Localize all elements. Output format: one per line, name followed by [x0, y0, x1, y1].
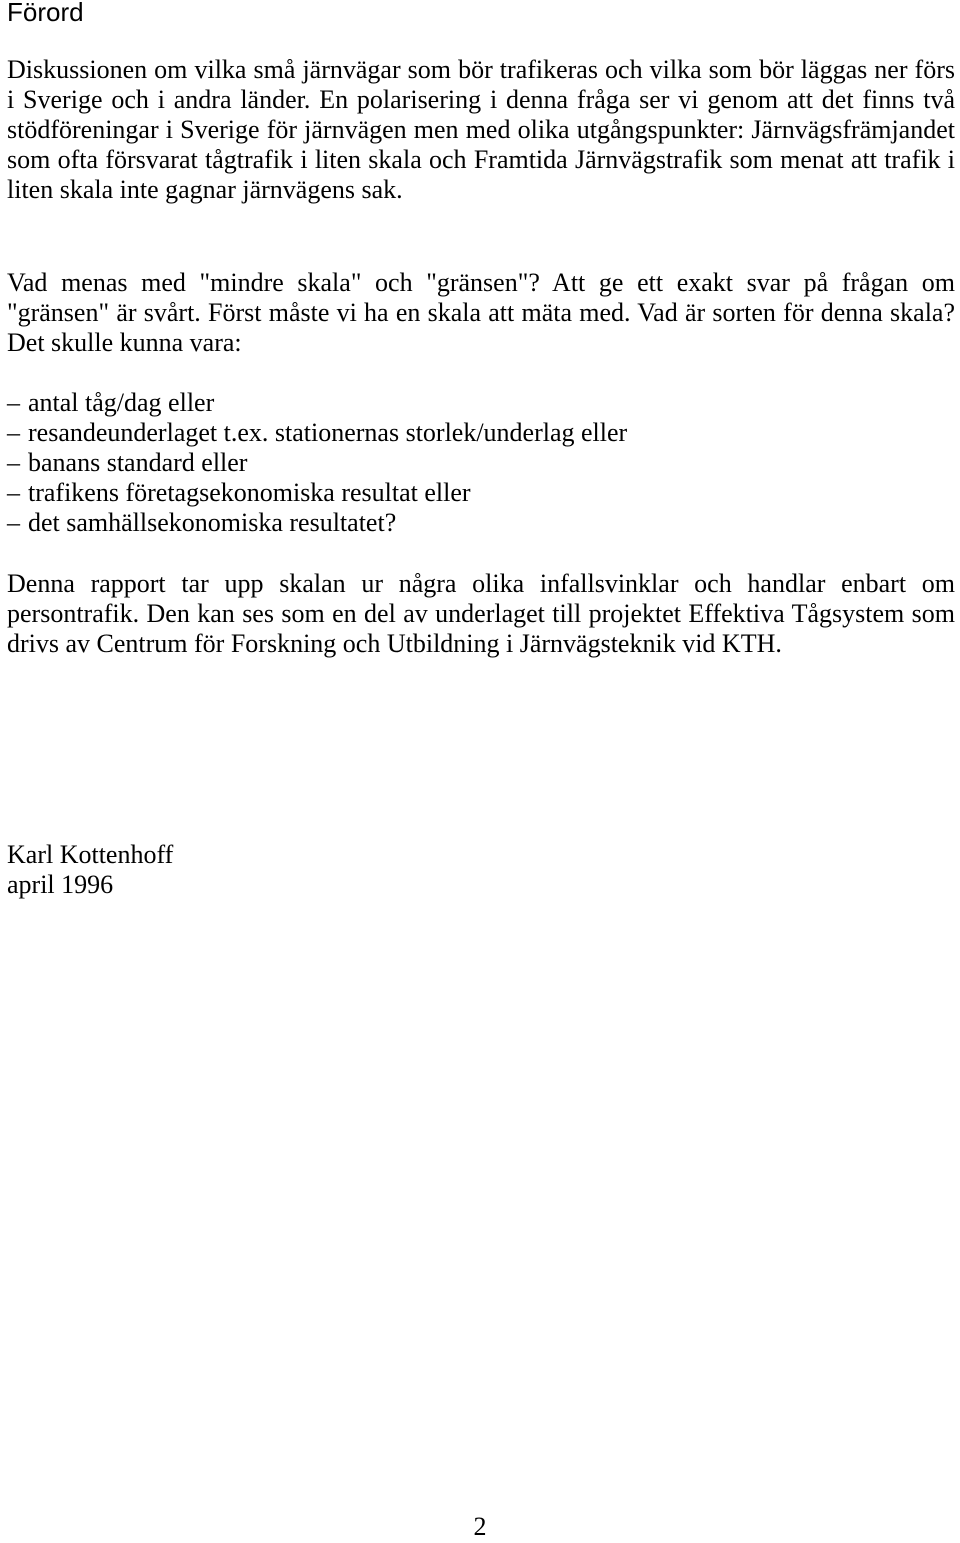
intro-paragraph: Diskussionen om vilka små järnvägar som bör trafikeras och vilka som bör läggas ner förs i Sverige och i andra länder. En polarisering i denna fråga ser vi genom att det finns två stödföreningar i Sverige för järnvägen men med olika utgångspunkter: Järnvägsfrämjandet som ofta försvarat tågtrafik i liten skala och Framtida Järnvägstrafik som menat att trafik i liten skala inte gagnar järnvägens sak.: [7, 55, 955, 204]
list-item-text: banans standard eller: [28, 448, 248, 477]
list-item: [7, 388, 627, 418]
list-dash: –: [7, 448, 20, 477]
list-item: [7, 418, 627, 448]
page-heading: Förord: [7, 0, 84, 27]
list-item-text: trafikens företagsekonomiska resultat eller: [28, 478, 471, 507]
list-item: [7, 478, 627, 508]
list-item-text: antal tåg/dag eller: [28, 388, 215, 417]
list-dash: –: [7, 508, 20, 537]
list-item: [7, 508, 627, 538]
list-item-text: det samhällsekonomiska resultatet?: [28, 508, 397, 537]
question-paragraph: Vad menas med "mindre skala" och "gränsen"? Att ge ett exakt svar på frågan om "gränsen" är svårt. Först måste vi ha en skala att mäta med. Vad är sorten för denna skala? Det skulle kunna vara:: [7, 268, 955, 357]
page-number: 2: [473, 1512, 487, 1541]
list-item: [7, 448, 627, 478]
list-item-text: resandeunderlaget t.ex. stationernas storlek/underlag eller: [28, 418, 628, 447]
list-dash: –: [7, 478, 20, 507]
report-scope-paragraph: Denna rapport tar upp skalan ur några olika infallsvinklar och handlar enbart om persontrafik. Den kan ses som en del av underlaget till projektet Effektiva Tågsystem som drivs av Centrum för Forskning och Utbildning i Järnvägsteknik vid KTH.: [7, 569, 955, 658]
list-dash: –: [7, 388, 20, 417]
signature-date: april 1996: [7, 870, 114, 899]
scale-criteria-list: [7, 388, 627, 538]
author-name: Karl Kottenhoff: [7, 840, 174, 869]
signature-block: [7, 840, 173, 900]
list-dash: –: [7, 418, 20, 447]
